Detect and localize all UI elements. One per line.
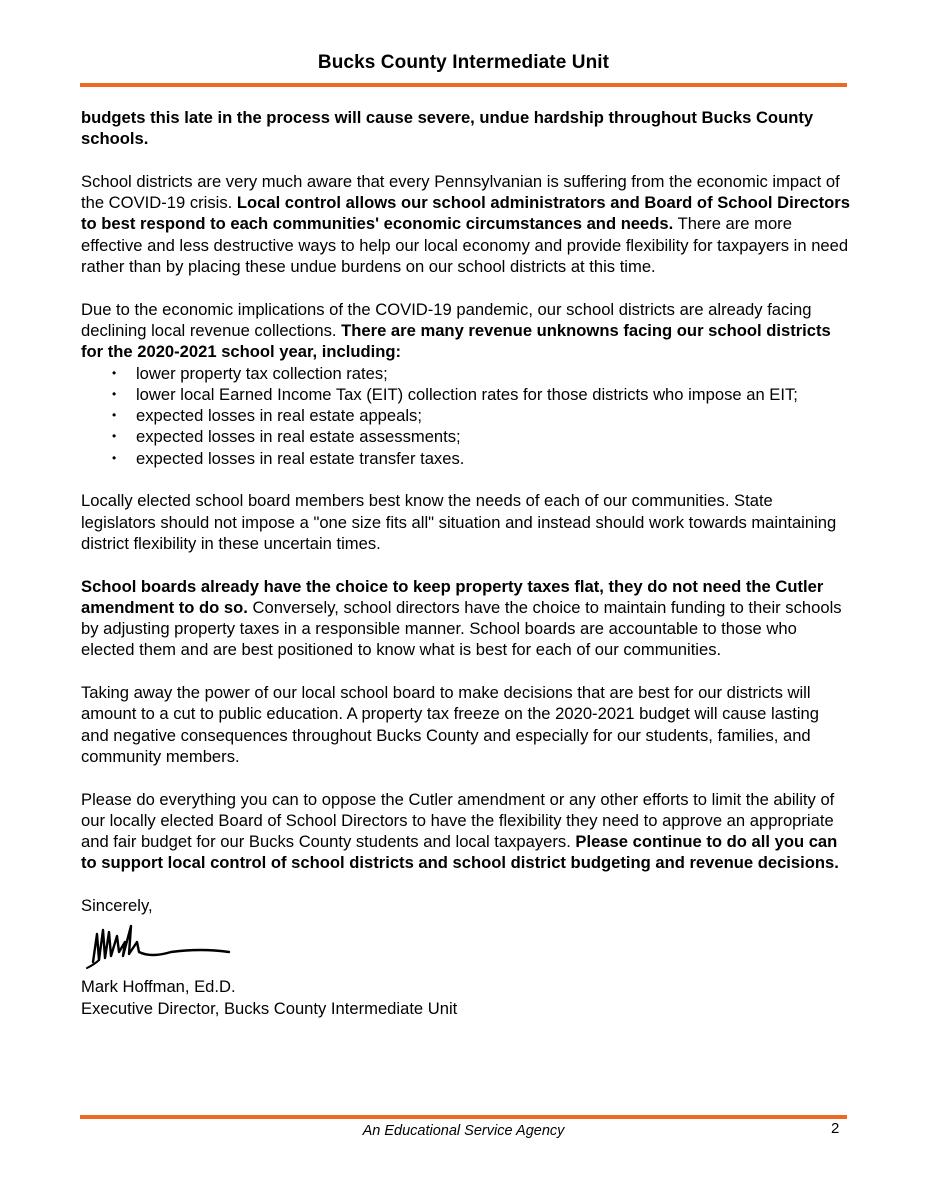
list-item: • expected losses in real estate appeals; (81, 405, 851, 426)
paragraph-3 (81, 299, 851, 363)
paragraph-2-bold: Local control allows our school administrators and Board of School Directors to best respond to each communities' economic circumstances and needs. (81, 193, 850, 234)
paragraph-2-text-a: School districts are very much aware that every Pennsylvanian is suffering from the economic impact of the COVID-19 crisis. (81, 171, 840, 213)
footer-tagline: An Educational Service Agency (362, 1123, 565, 1139)
paragraph-5 (81, 576, 851, 661)
paragraph-2-text-b: There are more effective and less destructive ways to help our local economy and provide flexibility for taxpayers in need rather than by placing these undue burdens on our school districts at this time. (81, 214, 849, 277)
list-item: • expected losses in real estate transfer taxes. (81, 448, 851, 469)
page-number: 2 (831, 1120, 840, 1137)
revenue-unknowns-list (81, 363, 851, 469)
paragraph-2 (81, 171, 851, 277)
paragraph-3-bold: There are many revenue unknowns facing our school districts for the 2020-2021 school year, including: (81, 320, 831, 362)
header-rule (80, 83, 847, 87)
paragraph-7-text: Please do everything you can to oppose the Cutler amendment or any other efforts to limit the ability of our locally elected Board of School Directors to have the flexibility they need to approve an appropriate and fair budget for our Bucks County students and local taxpayers. (81, 789, 835, 852)
list-item: • expected losses in real estate assessments; (81, 426, 851, 447)
letterhead-title: Bucks County Intermediate Unit (317, 52, 610, 73)
signer-title: Executive Director, Bucks County Intermediate Unit (81, 998, 458, 1018)
signer-name: Mark Hoffman, Ed.D. (81, 977, 236, 997)
paragraph-5-bold: School boards already have the choice to keep property taxes flat, they do not need the Cutler amendment to do so. (81, 576, 824, 617)
paragraph-5-text: Conversely, school directors have the choice to maintain funding to their schools by adjusting property taxes in a responsible manner. School boards are accountable to those who elected them and are best positioned to know what is best for each of our communities. (81, 597, 842, 660)
salutation: Sincerely, (81, 895, 153, 915)
footer-rule (80, 1115, 847, 1119)
paragraph-1 (81, 107, 851, 150)
paragraph-7-bold: Please continue to do all you can to support local control of school districts and school district budgeting and revenue decisions. (81, 832, 839, 873)
signature-block (81, 895, 851, 1019)
handwritten-signature (81, 912, 241, 974)
list-item: • lower property tax collection rates; (81, 363, 851, 384)
paragraph-1-bold: budgets this late in the process will cause severe, undue hardship throughout Bucks County schools. (81, 108, 814, 149)
paragraph-4: Locally elected school board members best know the needs of each of our communities. State legislators should not impose a "one size fits all" situation and instead should work towards maintaining district flexibility in these uncertain times. (81, 491, 837, 553)
letter-body (81, 107, 851, 1019)
paragraph-6: Taking away the power of our local school board to make decisions that are best for our districts will amount to a cut to public education. A property tax freeze on the 2020-2021 budget will cause lasting and negative consequences throughout Bucks County and especially for our students, families, and community members. (81, 683, 819, 766)
list-item: • lower local Earned Income Tax (EIT) collection rates for those districts who impose an EIT; (81, 384, 851, 405)
paragraph-7 (81, 789, 851, 874)
paragraph-3-text: Due to the economic implications of the COVID-19 pandemic, our school districts are already facing declining local revenue collections. (81, 299, 812, 340)
